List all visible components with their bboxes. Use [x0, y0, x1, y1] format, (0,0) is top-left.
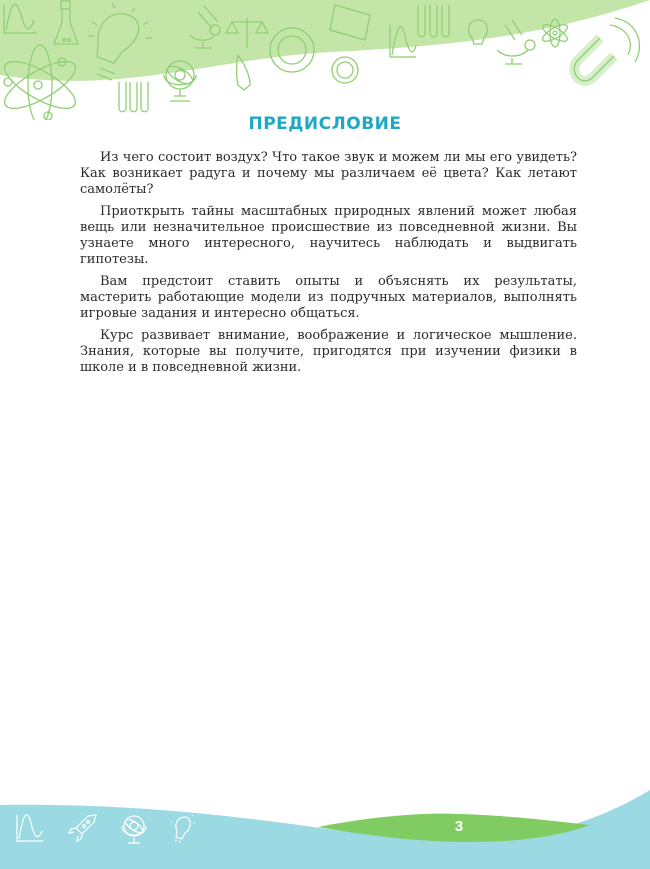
rocket-icon	[66, 813, 98, 843]
magnet-icon	[574, 18, 639, 81]
gear-icon	[332, 57, 358, 83]
footer-icons	[14, 813, 196, 845]
globe-icon	[120, 813, 148, 845]
page-number: 3	[454, 818, 464, 835]
page-title: ПРЕДИСЛОВИЕ	[248, 114, 402, 134]
header-decoration	[0, 0, 650, 120]
paragraph: Приоткрыть тайны масштабных природных явлений может любая вещь или незначительное происшествие из повседневной жизни. Вы узнаете много интересного, научитесь наблюдать и выдвигать гипотезы.	[80, 204, 577, 267]
test-tubes-icon	[119, 82, 148, 112]
paragraph: Курс развивает внимание, воображение и логическое мышление. Знания, которые вы получите, пригодятся при изучении физики в школе и в повседневной жизни.	[80, 328, 577, 375]
lightbulb-icon	[170, 813, 196, 845]
sine-wave-icon	[14, 813, 44, 843]
paragraph: Вам предстоит ставить опыты и объяснять их результаты, мастерить работающие модели из подручных материалов, выполнять игровые задания и интересно общаться.	[80, 274, 577, 321]
preface-body	[80, 150, 577, 382]
paragraph: Из чего состоит воздух? Что такое звук и можем ли мы его увидеть? Как возникает радуга и почему мы различаем её цвета? Как летают самолёты?	[80, 150, 577, 197]
